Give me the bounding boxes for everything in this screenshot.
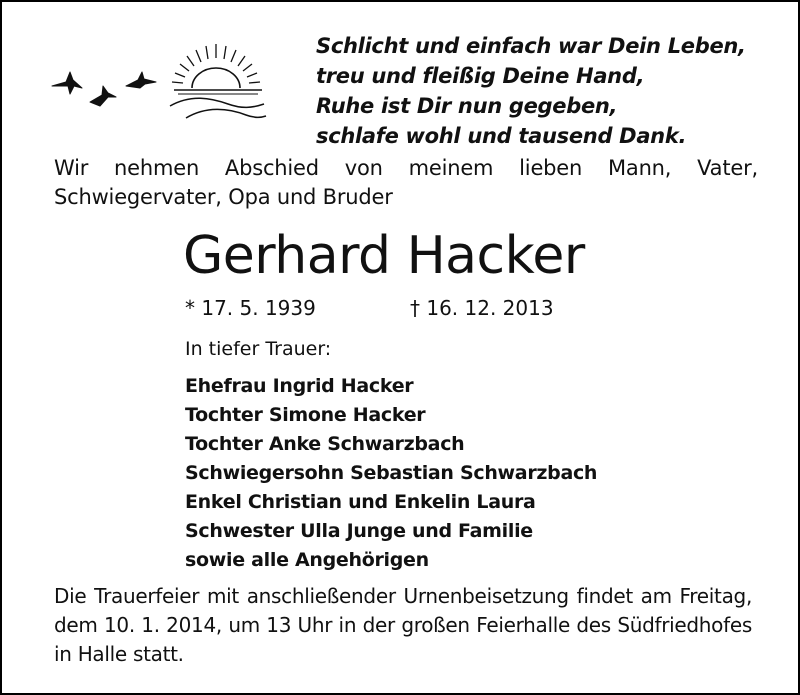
- poem-line: Schlicht und einfach war Dein Leben,: [316, 34, 746, 58]
- mourner-item: Tochter Anke Schwarzbach: [185, 433, 465, 455]
- birds-sunset-icon: [46, 42, 271, 124]
- death-date: † 16. 12. 2013: [410, 296, 554, 320]
- memorial-poem: [316, 31, 746, 151]
- life-dates: [185, 294, 554, 322]
- mourner-item: Schwester Ulla Junge und Familie: [185, 520, 533, 542]
- poem-line: schlafe wohl und tausend Dank.: [316, 124, 687, 148]
- birth-date: * 17. 5. 1939: [185, 296, 316, 320]
- mourner-item: Tochter Simone Hacker: [185, 404, 426, 426]
- mourner-item: Schwiegersohn Sebastian Schwarzbach: [185, 462, 598, 484]
- funeral-service-info: Die Trauerfeier mit anschließender Urnenbeisetzung findet am Freitag, dem 10. 1. 2014, um 13 Uhr in der großen Feierhalle des Südfriedhofes in Halle statt.: [54, 584, 752, 666]
- mourner-item: Ehefrau Ingrid Hacker: [185, 375, 414, 397]
- poem-line: Ruhe ist Dir nun gegeben,: [316, 94, 618, 118]
- mourning-label: In tiefer Trauer:: [185, 338, 332, 360]
- mourner-item: sowie alle Angehörigen: [185, 549, 429, 571]
- mourners-list: [185, 372, 597, 575]
- farewell-text: Wir nehmen Abschied von meinem lieben Mann, Vater, Schwiegervater, Opa und Bruder: [54, 156, 758, 209]
- mourner-item: Enkel Christian und Enkelin Laura: [185, 491, 536, 513]
- deceased-name: Gerhard Hacker: [183, 226, 585, 286]
- poem-line: treu und fleißig Deine Hand,: [316, 64, 645, 88]
